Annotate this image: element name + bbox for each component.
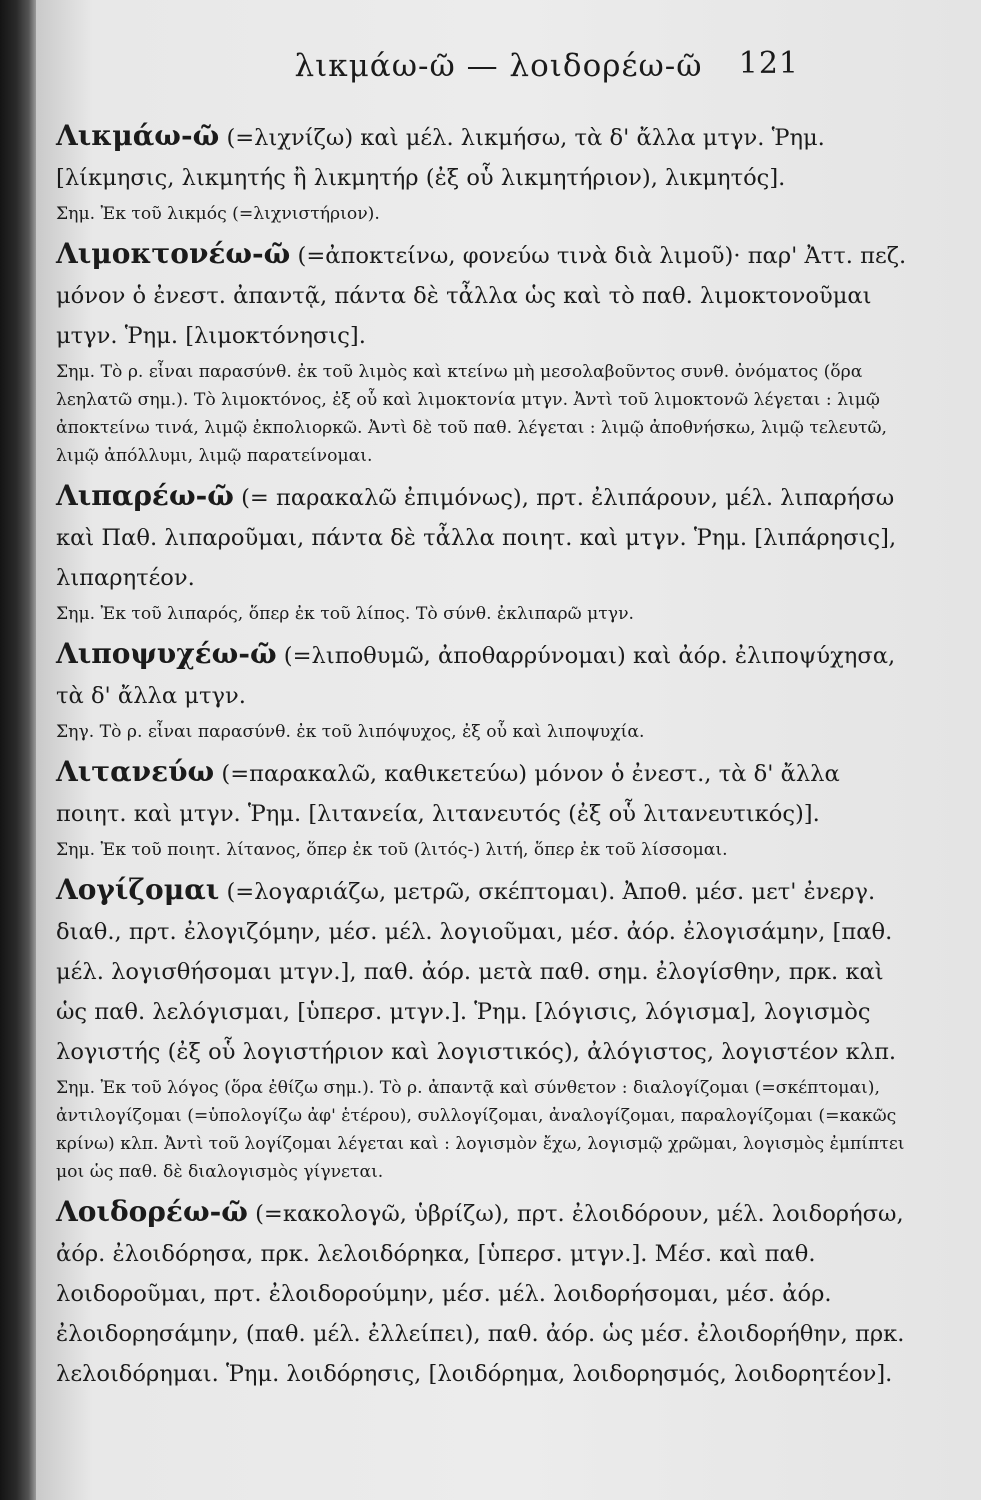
entry-note: Σημ. Ἐκ τοῦ λικμός (=λιχνιστήριον).	[56, 204, 380, 224]
book-spine-shadow	[0, 0, 36, 1500]
entry-text: (=ἀποκτείνω, φονεύω τινὰ διὰ λιμοῦ)· παρ' Ἀττ. πεζ. μόνον ὁ ἐνεστ. ἀπαντᾷ, πάντα δὲ τἆλλα ὡς καὶ τὸ παθ. λιμοκτονοῦμαι μτγν. Ῥημ. [λιμοκτόνησις].	[56, 243, 907, 349]
entry-note: Σημ. Ἐκ τοῦ ποιητ. λίτανος, ὅπερ ἐκ τοῦ (λιτός-) λιτή, ὅπερ ἐκ τοῦ λίσσομαι.	[56, 840, 728, 860]
entry-lemma: Λικμάω-ῶ	[56, 119, 220, 152]
entry-text: (=παρακαλῶ, καθικετεύω) μόνον ὁ ἐνεστ., τὰ δ' ἄλλα ποιητ. καὶ μτγν. Ῥημ. [λιτανεία, λιτανευτός (ἐξ οὗ λιτανευτικός)].	[56, 761, 840, 827]
page-number: 121	[738, 46, 799, 81]
entry-text: (=λιποθυμῶ, ἀποθαρρύνομαι) καὶ ἀόρ. ἐλιποψύχησα, τὰ δ' ἄλλα μτγν.	[56, 643, 896, 709]
dictionary-entry	[56, 634, 911, 746]
entry-text: (=λιχνίζω) καὶ μέλ. λικμήσω, τὰ δ' ἄλλα μτγν. Ῥημ. [λίκμησις, λικμητής ἢ λικμητήρ (ἐξ οὗ λικμητήριον), λικμητός].	[56, 125, 825, 191]
dictionary-entry	[56, 476, 911, 628]
running-head	[56, 40, 911, 116]
entry-note: Σημ. Ἐκ τοῦ λιπαρός, ὅπερ ἐκ τοῦ λίπος. Τὸ σύνθ. ἐκλιπαρῶ μτγν.	[56, 604, 634, 624]
dictionary-entry	[56, 752, 911, 864]
entry-note: Σημ. Τὸ ρ. εἶναι παρασύνθ. ἐκ τοῦ λιμὸς καὶ κτείνω μὴ μεσολαβοῦντος συνθ. ὀνόματος (ὅρα λεηλατῶ σημ.). Τὸ λιμοκτόνος, ἐξ οὗ καὶ λιμοκτονία μτγν. Ἀντὶ τοῦ λιμοκτονῶ λέγεται : λιμῷ ἀποκτείνω τινά, λιμῷ ἐκπολιορκῶ. Ἀντὶ δὲ τοῦ παθ. λέγεται : λιμῷ ἀποθνήσκω, λιμῷ τελευτῶ, λιμῷ ἀπόλλυμι, λιμῷ παρατείνομαι.	[56, 362, 888, 466]
entry-lemma: Λιπαρέω-ῶ	[56, 479, 234, 512]
entry-lemma: Λιμοκτονέω-ῶ	[56, 237, 291, 270]
entry-lemma: Λιποψυχέω-ῶ	[56, 637, 277, 670]
dictionary-entry	[56, 1192, 911, 1394]
entry-lemma: Λογίζομαι	[56, 873, 220, 906]
dictionary-entry	[56, 116, 911, 228]
entry-note: Σημ. Ἐκ τοῦ λόγος (ὅρα ἐθίζω σημ.). Τὸ ρ. ἀπαντᾷ καὶ σύνθετον : διαλογίζομαι (=σκέπτομαι), ἀντιλογίζομαι (=ὑπολογίζω ἀφ' ἑτέρου), συλλογίζομαι, ἀναλογίζομαι, παραλογίζομαι (=κακῶς κρίνω) κλπ. Ἀντὶ τοῦ λογίζομαι λέγεται καὶ : λογισμὸν ἔχω, λογισμῷ χρῶμαι, λογισμὸς ἐμπίπτει μοι ὡς παθ. δὲ διαλογισμὸς γίγνεται.	[56, 1078, 905, 1182]
entry-text: (=λογαριάζω, μετρῶ, σκέπτομαι). Ἀποθ. μέσ. μετ' ἐνεργ. διαθ., πρτ. ἐλογιζόμην, μέσ. μέλ. λογιοῦμαι, μέσ. ἀόρ. ἐλογισάμην, [παθ. μέλ. λογισθήσομαι μτγν.], παθ. ἀόρ. μετὰ παθ. σημ. ἐλογίσθην, πρκ. καὶ ὡς παθ. λελόγισμαι, [ὑπερσ. μτγν.]. Ῥημ. [λόγισις, λόγισμα], λογισμὸς λογιστής (ἐξ οὗ λογιστήριον καὶ λογιστικός), ἀλόγιστος, λογιστέον κλπ.	[56, 879, 897, 1065]
running-head-title: λικμάω-ῶ — λοιδορέω-ῶ	[294, 48, 703, 84]
entry-note: Σηγ. Τὸ ρ. εἶναι παρασύνθ. ἐκ τοῦ λιπόψυχος, ἐξ οὗ καὶ λιποψυχία.	[56, 722, 645, 742]
dictionary-entry	[56, 234, 911, 470]
entry-text: (=κακολογῶ, ὑβρίζω), πρτ. ἐλοιδόρουν, μέλ. λοιδορήσω, ἀόρ. ἐλοιδόρησα, πρκ. λελοιδόρηκα, [ὑπερσ. μτγν.]. Μέσ. καὶ παθ. λοιδοροῦμαι, πρτ. ἐλοιδορούμην, μέσ. μέλ. λοιδορήσομαι, μέσ. ἀόρ. ἐλοιδορησάμην, (παθ. μέλ. ἐλλείπει), παθ. ἀόρ. ὡς μέσ. ἐλοιδορήθην, πρκ. λελοιδόρημαι. Ῥημ. λοιδόρησις, [λοιδόρημα, λοιδορησμός, λοιδορητέον].	[56, 1201, 905, 1387]
entry-text: (= παρακαλῶ ἐπιμόνως), πρτ. ἐλιπάρουν, μέλ. λιπαρήσω καὶ Παθ. λιπαροῦμαι, πάντα δὲ τἆλλα ποιητ. καὶ μτγν. Ῥημ. [λιπάρησις], λιπαρητέον.	[56, 485, 897, 591]
entry-lemma: Λοιδορέω-ῶ	[56, 1195, 248, 1228]
book-page	[36, 0, 981, 1500]
dictionary-entry	[56, 870, 911, 1186]
entry-lemma: Λιτανεύω	[56, 755, 215, 788]
